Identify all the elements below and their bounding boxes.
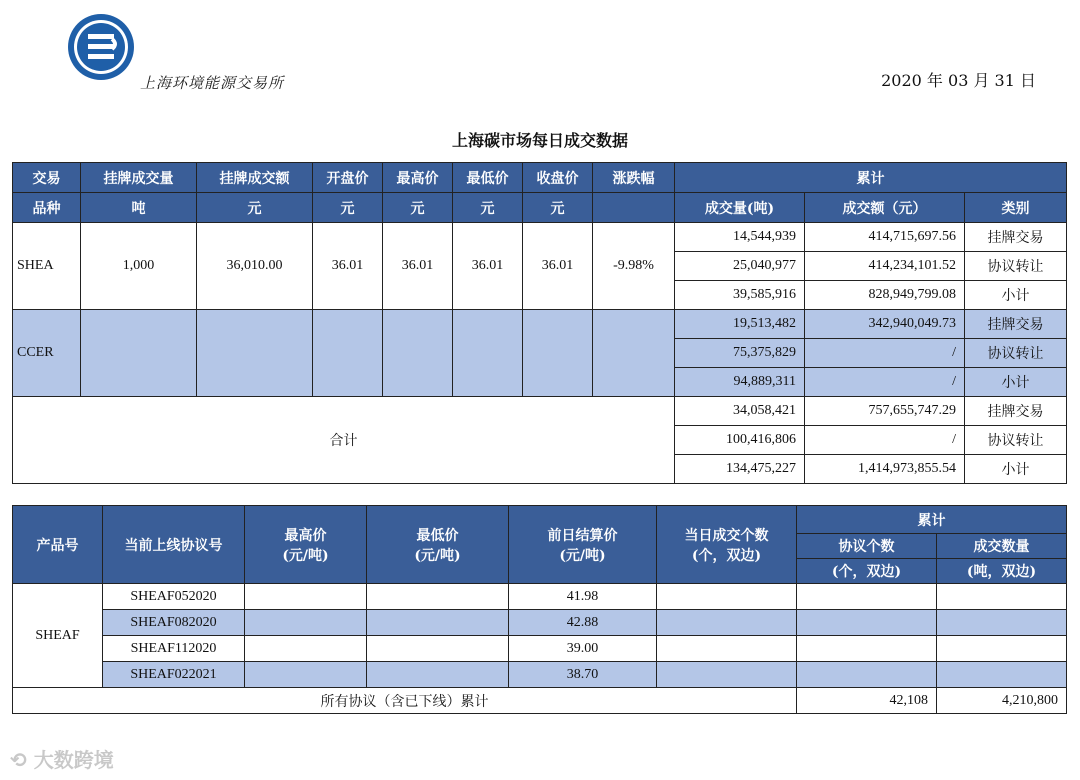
ccer-category: 协议转让 [965,339,1067,368]
header-high-unit: (元/吨) [282,547,329,564]
header-high: 最高价 [383,163,453,193]
ccer-category: 挂牌交易 [965,310,1067,339]
settle-price: 41.98 [509,584,657,610]
ccer-name: CCER [13,310,81,397]
header-open: 开盘价 [313,163,383,193]
header-variety-1: 交易 [13,163,81,193]
ccer-empty-cell [81,310,197,397]
header-qty: 成交数量 [937,534,1067,559]
header-low: 最低价 [453,163,523,193]
product-sheaf: SHEAF [13,584,103,688]
watermark-text: 大数跨境 [33,748,114,772]
total-cum-volume: 100,416,806 [675,426,805,455]
header-cumulative-2: 累计 [797,506,1067,534]
futures-contract-table [12,505,1067,714]
header-high-price [245,506,367,584]
empty-cell [245,584,367,610]
ccer-category: 小计 [965,368,1067,397]
total-cum-volume: 134,475,227 [675,455,805,484]
empty-cell [657,636,797,662]
ccer-cum-amount: / [805,368,965,397]
empty-cell [937,662,1067,688]
header-low-price [367,506,509,584]
empty-cell [937,584,1067,610]
header-cum-volume: 成交量(吨) [675,193,805,223]
shea-category: 小计 [965,281,1067,310]
shea-cum-volume: 14,544,939 [675,223,805,252]
header-listed-volume: 挂牌成交量 [81,163,197,193]
shea-category: 协议转让 [965,252,1067,281]
header-contract: 当前上线协议号 [103,506,245,584]
header-settle-price [509,506,657,584]
header-variety-2: 品种 [13,193,81,223]
header-cum-amount: 成交额（元） [805,193,965,223]
header-daily-count [657,506,797,584]
empty-cell [937,610,1067,636]
shea-open: 36.01 [313,223,383,310]
shea-close: 36.01 [523,223,593,310]
header-unit-empty [593,193,675,223]
shea-category: 挂牌交易 [965,223,1067,252]
header-settle-unit: (元/吨) [559,547,606,564]
empty-cell [367,610,509,636]
shea-amount: 36,010.00 [197,223,313,310]
watermark [10,744,114,773]
total-cum-volume: 34,058,421 [675,397,805,426]
header-qty-unit: (吨，双边) [937,559,1067,584]
empty-cell [797,610,937,636]
header-count-unit: (个，双边) [797,559,937,584]
settle-price: 42.88 [509,610,657,636]
total-category: 协议转让 [965,426,1067,455]
shea-cum-amount: 414,715,697.56 [805,223,965,252]
total-category: 小计 [965,455,1067,484]
shea-name: SHEA [13,223,81,310]
ccer-empty-cell [453,310,523,397]
header-unit-yuan: 元 [453,193,523,223]
shea-cum-amount: 828,949,799.08 [805,281,965,310]
ccer-cum-amount: / [805,339,965,368]
shea-volume: 1,000 [81,223,197,310]
header-product: 产品号 [13,506,103,584]
empty-cell [367,584,509,610]
empty-cell [657,662,797,688]
empty-cell [657,584,797,610]
report-date: 2020 年 03 月 31 日 [881,71,1036,90]
header-unit-yuan: 元 [523,193,593,223]
ccer-empty-cell [197,310,313,397]
header-category: 类别 [965,193,1067,223]
header-unit-yuan: 元 [313,193,383,223]
header-low-unit: (元/吨) [414,547,461,564]
ccer-empty-cell [383,310,453,397]
header-unit-ton: 吨 [81,193,197,223]
header-daily-unit: (个，双边) [691,547,762,564]
empty-cell [367,636,509,662]
ccer-cum-amount: 342,940,049.73 [805,310,965,339]
empty-cell [797,636,937,662]
header-settle-text: 前日结算价 [547,527,618,544]
total-cum-amount: 757,655,747.29 [805,397,965,426]
ccer-empty-cell [313,310,383,397]
empty-cell [797,662,937,688]
watermark-icon: ⟲ [10,748,27,772]
empty-cell [367,662,509,688]
header-daily-text: 当日成交个数 [684,527,769,544]
daily-trading-table [12,162,1067,484]
settle-price: 39.00 [509,636,657,662]
footer-count: 42,108 [797,688,937,714]
empty-cell [245,610,367,636]
empty-cell [657,610,797,636]
header-unit-yuan: 元 [197,193,313,223]
exchange-logo [66,12,136,82]
header-count: 协议个数 [797,534,937,559]
header-close: 收盘价 [523,163,593,193]
contract-id: SHEAF112020 [103,636,245,662]
total-category: 挂牌交易 [965,397,1067,426]
ccer-empty-cell [593,310,675,397]
footer-qty: 4,210,800 [937,688,1067,714]
header-unit-yuan: 元 [383,193,453,223]
header-cumulative: 累计 [675,163,1067,193]
footer-label: 所有协议（含已下线）累计 [13,688,797,714]
header-listed-amount: 挂牌成交额 [197,163,313,193]
contract-id: SHEAF082020 [103,610,245,636]
logo-text: 上海环境能源交易所 [140,74,285,92]
total-cum-amount: / [805,426,965,455]
contract-id: SHEAF022021 [103,662,245,688]
shea-high: 36.01 [383,223,453,310]
ccer-empty-cell [523,310,593,397]
header-change: 涨跌幅 [593,163,675,193]
empty-cell [245,636,367,662]
ccer-cum-volume: 94,889,311 [675,368,805,397]
ccer-cum-volume: 75,375,829 [675,339,805,368]
empty-cell [245,662,367,688]
contract-id: SHEAF052020 [103,584,245,610]
shea-change: -9.98% [593,223,675,310]
shea-low: 36.01 [453,223,523,310]
shea-cum-volume: 25,040,977 [675,252,805,281]
page-title: 上海碳市场每日成交数据 [451,131,628,150]
empty-cell [797,584,937,610]
total-label: 合计 [13,397,675,484]
total-cum-amount: 1,414,973,855.54 [805,455,965,484]
settle-price: 38.70 [509,662,657,688]
header-high-text: 最高价 [284,527,327,544]
shea-cum-amount: 414,234,101.52 [805,252,965,281]
shea-cum-volume: 39,585,916 [675,281,805,310]
ccer-cum-volume: 19,513,482 [675,310,805,339]
empty-cell [937,636,1067,662]
header-low-text: 最低价 [416,527,459,544]
